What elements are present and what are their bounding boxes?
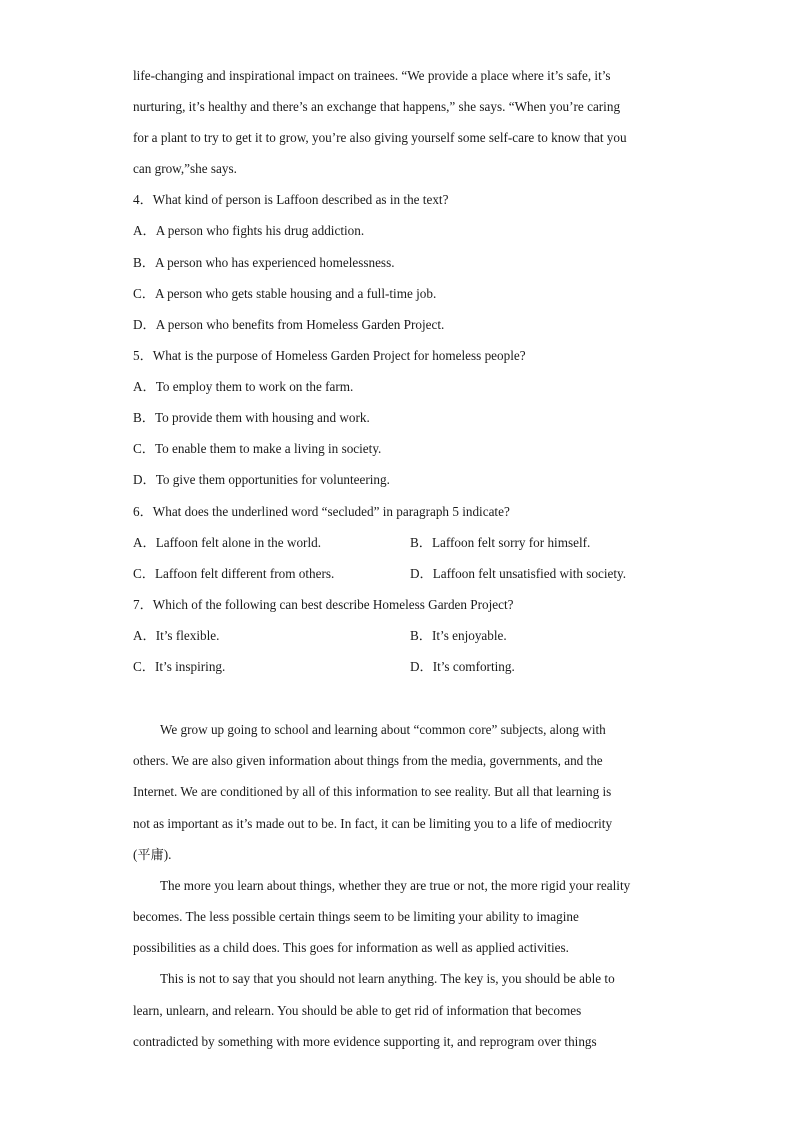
passage-paragraph-2-line: possibilities as a child does. This goes for information as well as applied activities. (133, 940, 569, 955)
question-7-option-d: D．It’s comforting. (410, 659, 515, 674)
passage-paragraph-1-line: others. We are also given information about things from the media, governments, and the (133, 753, 603, 768)
passage-paragraph-1-line: We grow up going to school and learning about “common core” subjects, along with (160, 722, 606, 737)
question-6-option-d: D．Laffoon felt unsatisfied with society. (410, 566, 627, 581)
question-4-stem: 4．What kind of person is Laffoon described as in the text? (133, 192, 449, 207)
passage-paragraph-1-line: (平庸). (133, 847, 172, 862)
question-5-option-c: C．To enable them to make a living in society. (133, 441, 382, 456)
question-7-option-a: A．It’s flexible. (133, 628, 220, 643)
question-4-option-b: B．A person who has experienced homelessness. (133, 255, 395, 270)
question-7-stem: 7．Which of the following can best describe Homeless Garden Project? (133, 597, 514, 612)
passage-paragraph-3-line: contradicted by something with more evidence supporting it, and reprogram over things (133, 1034, 597, 1049)
passage-paragraph-2-line: becomes. The less possible certain things seem to be limiting your ability to imagine (133, 909, 579, 924)
passage-paragraph-3-line: learn, unlearn, and relearn. You should be able to get rid of information that becomes (133, 1003, 582, 1018)
passage-line: can grow,”she says. (133, 161, 237, 176)
question-6-option-c: C．Laffoon felt different from others. (133, 566, 335, 581)
passage-line: for a plant to try to get it to grow, you’re also giving yourself some self-care to know that you (133, 130, 627, 145)
passage-paragraph-1-line: not as important as it’s made out to be. In fact, it can be limiting you to a life of mediocrity (133, 816, 613, 831)
question-4-option-c: C．A person who gets stable housing and a full-time job. (133, 286, 437, 301)
question-7-option-c: C．It’s inspiring. (133, 659, 226, 674)
passage-line: life-changing and inspirational impact on trainees. “We provide a place where it’s safe, it’s (133, 68, 611, 83)
question-6-option-a: A．Laffoon felt alone in the world. (133, 535, 321, 550)
question-6-stem: 6．What does the underlined word “secluded” in paragraph 5 indicate? (133, 504, 510, 519)
question-6-option-b: B．Laffoon felt sorry for himself. (410, 535, 591, 550)
question-5-stem: 5．What is the purpose of Homeless Garden Project for homeless people? (133, 348, 526, 363)
passage-line: nurturing, it’s healthy and there’s an exchange that happens,” she says. “When you’re caring (133, 99, 621, 114)
question-4-option-d: D．A person who benefits from Homeless Garden Project. (133, 317, 445, 332)
question-7-option-b: B．It’s enjoyable. (410, 628, 507, 643)
passage-paragraph-1-line: Internet. We are conditioned by all of this information to see reality. But all that learning is (133, 784, 612, 799)
question-4-option-a: A．A person who fights his drug addiction. (133, 223, 365, 238)
passage-paragraph-2-line: The more you learn about things, whether they are true or not, the more rigid your reality (160, 878, 631, 893)
question-5-option-d: D．To give them opportunities for volunteering. (133, 472, 390, 487)
passage-paragraph-3-line: This is not to say that you should not learn anything. The key is, you should be able to (160, 971, 615, 986)
question-5-option-b: B．To provide them with housing and work. (133, 410, 370, 425)
question-5-option-a: A．To employ them to work on the farm. (133, 379, 354, 394)
